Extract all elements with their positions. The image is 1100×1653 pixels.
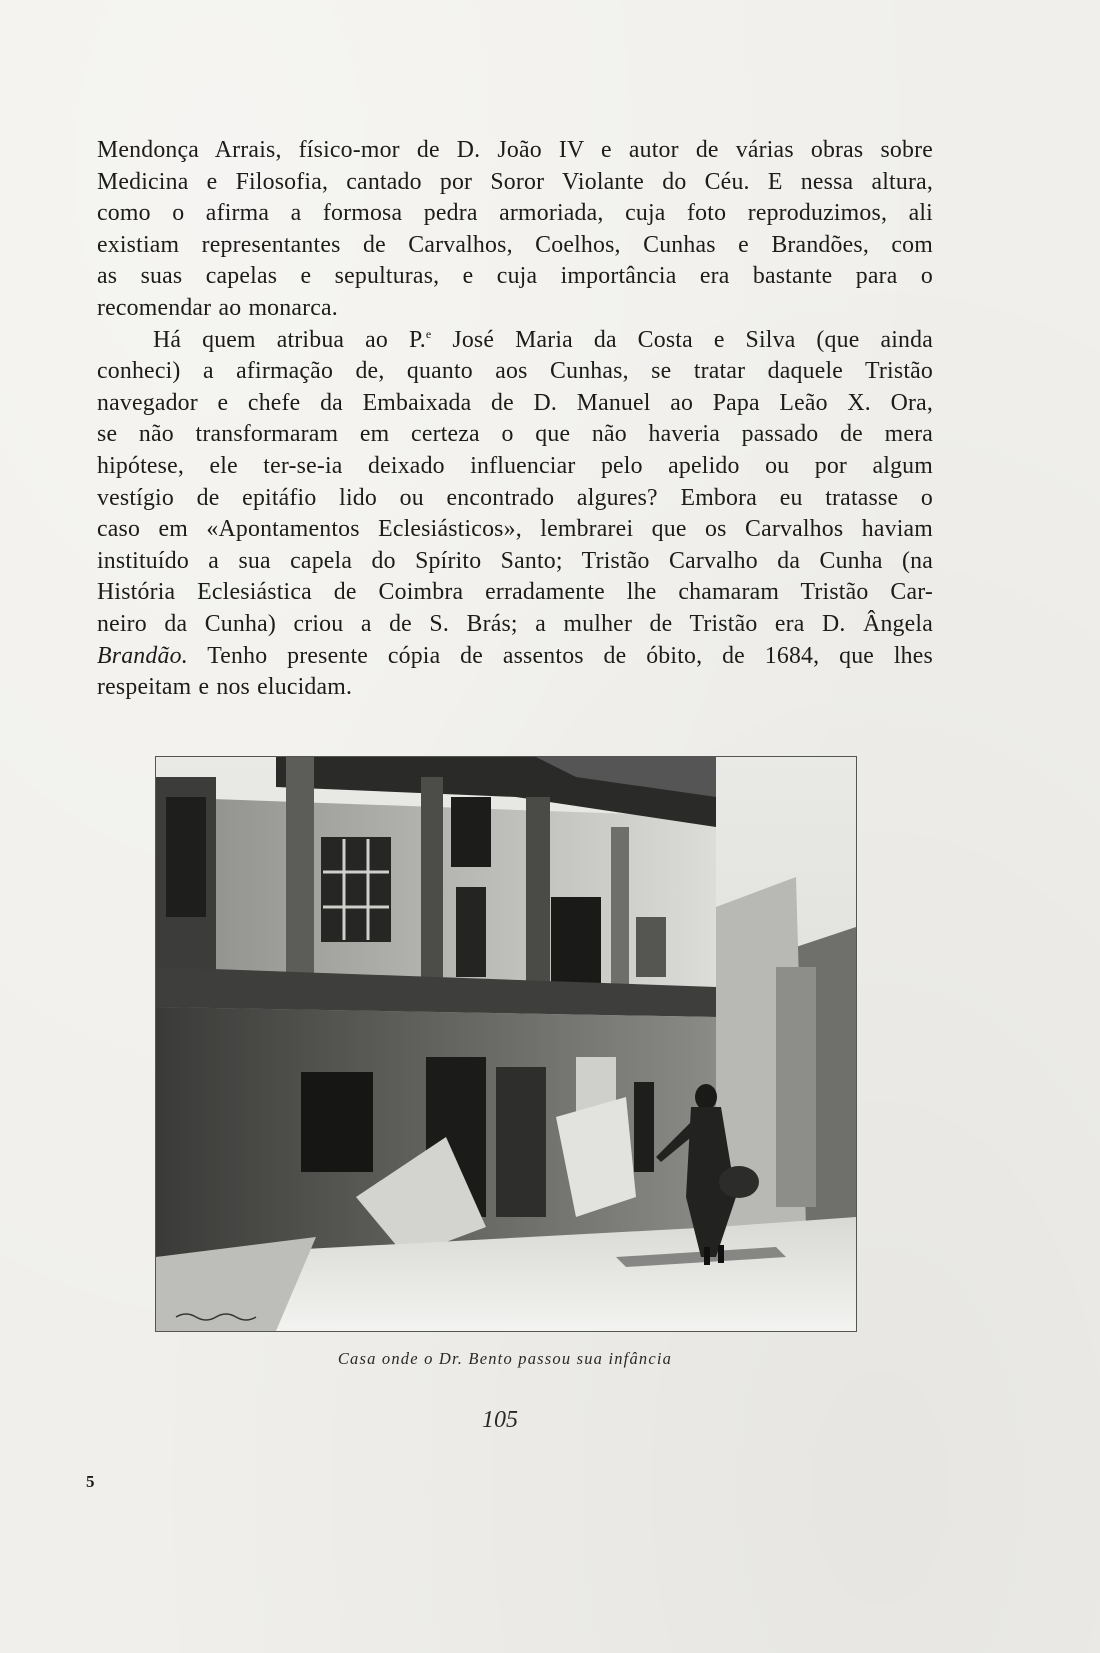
text-fragment: Tenho presente cópia de assentos de óbito, de 1684, que lhes <box>187 642 933 669</box>
text-line: existiam representantes de Carvalhos, Coelhos, Cunhas e Brandões, com <box>97 231 933 258</box>
text-line: as suas capelas e sepulturas, e cuja importância era bastante para o <box>97 263 933 290</box>
text-line: Mendonça Arrais, físico-mor de D. João IV e autor de várias obras sobre <box>97 137 933 163</box>
figure-caption: Casa onde o Dr. Bento passou sua infância <box>337 1349 673 1368</box>
italic-word: Brandão. <box>97 642 188 669</box>
text-line: neiro da Cunha) criou a de S. Brás; a mulher de Tristão era D. Ângela <box>97 610 933 637</box>
text-line: navegador e chefe da Embaixada de D. Manuel ao Papa Leão X. Ora, <box>97 389 933 416</box>
house-photograph <box>155 756 857 1332</box>
text-line <box>97 641 933 673</box>
text-line: se não transformaram em certeza o que não haveria passado de mera <box>97 421 933 448</box>
text-line: caso em «Apontamentos Eclesiásticos», lembrarei que os Carvalhos haviam <box>97 516 933 543</box>
paragraph-2 <box>97 325 933 704</box>
superscript: e <box>425 326 432 341</box>
text-line <box>97 325 933 357</box>
text-line: conheci) a afirmação de, quanto aos Cunhas, se tratar daquele Tristão <box>97 358 933 385</box>
text-line: recomendar ao monarca. <box>97 294 338 321</box>
text-line: como o afirma a formosa pedra armoriada, cuja foto reproduzimos, ali <box>97 200 933 227</box>
text-line: Medicina e Filosofia, cantado por Soror Violante do Céu. E nessa altura, <box>97 168 933 195</box>
text-fragment: José Maria da Costa e Silva (que ainda <box>431 326 933 353</box>
signature-mark: 5 <box>86 1472 95 1491</box>
text-line: História Eclesiástica de Coimbra erradamente lhe chamaram Tristão Car- <box>97 579 933 606</box>
text-line: instituído a sua capela do Spírito Santo; Tristão Carvalho da Cunha (na <box>97 547 933 574</box>
body-text <box>97 135 933 704</box>
text-line: vestígio de epitáfio lido ou encontrado algures? Embora eu tratasse o <box>97 484 933 511</box>
text-line: hipótese, ele ter-se-ia deixado influenciar pelo apelido ou por algum <box>97 452 933 479</box>
text-fragment: Há quem atribua ao P. <box>153 326 426 353</box>
paragraph-1 <box>97 135 933 325</box>
page-number: 105 <box>482 1407 518 1433</box>
text-line: respeitam e nos elucidam. <box>97 674 353 701</box>
photo-illustration <box>156 757 856 1331</box>
